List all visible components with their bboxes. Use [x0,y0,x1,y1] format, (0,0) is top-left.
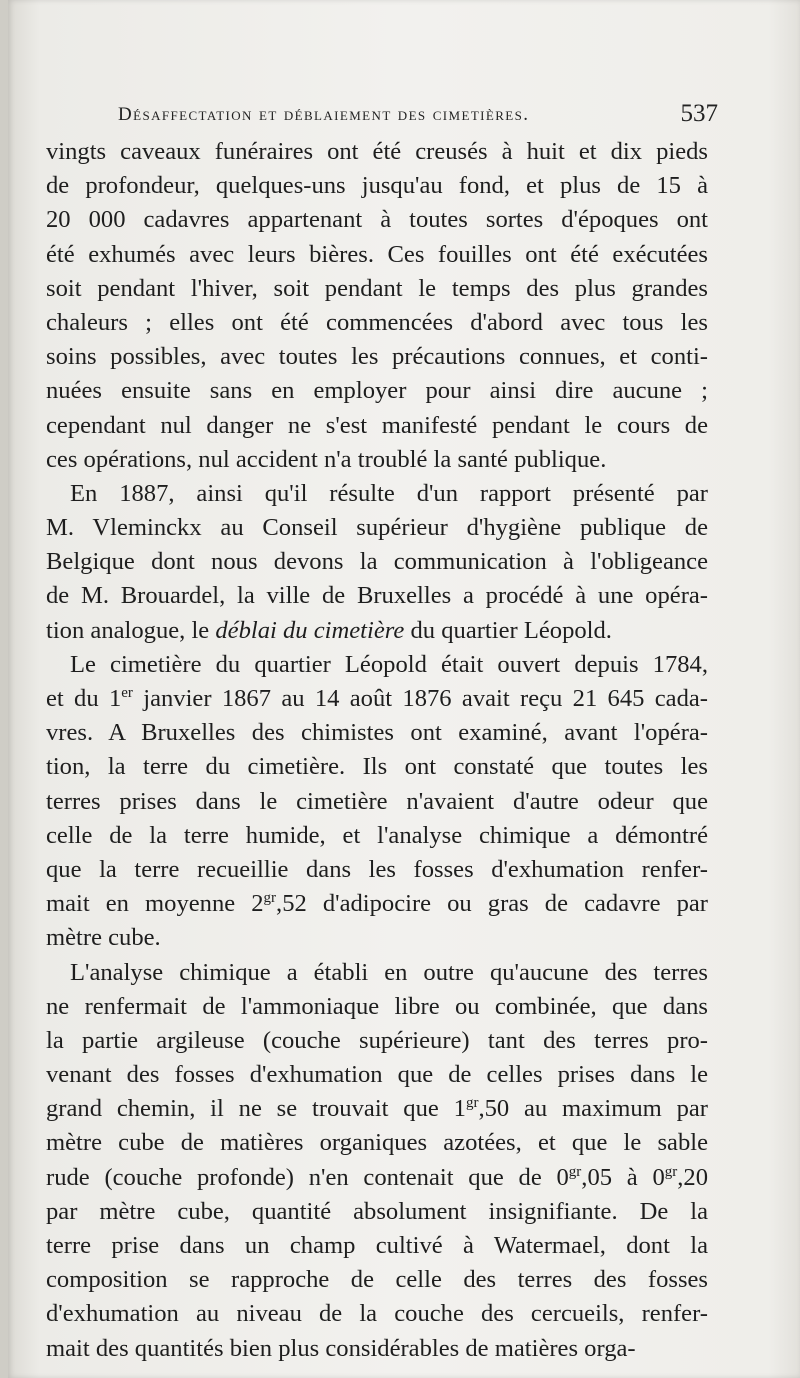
text-fragment: ,52 d'adipocire ou gras de cadavre par [276,890,708,918]
text-line: mètre cube de matières organiques azotées, et que le sable [46,1129,708,1157]
text-fragment: mait en moyenne 2 [46,890,264,918]
text-line: terre prise dans un champ cultivé à Watermael, dont la [46,1232,708,1259]
text-line: mètre cube. [46,924,161,952]
text-fragment: et du 1 [46,685,122,712]
superscript: gr [263,890,277,907]
text-line [46,1161,708,1195]
text-line: En 1887, ainsi qu'il résulte d'un rapport présenté par [70,479,708,507]
text-line: de profondeur, quelques-uns jusqu'au fond, et plus de 15 à [46,172,708,200]
text-line: celle de la terre humide, et l'analyse chimique a démontré [46,821,708,849]
text-fragment: grand chemin, il ne se trouvait que 1 [46,1095,466,1123]
text-line: que la terre recueillie dans les fosses d'exhumation renfer- [46,855,708,883]
text-line: Belgique dont nous devons la communication à l'obligeance [46,548,708,576]
paragraph [46,648,708,956]
text-line: d'exhumation au niveau de la couche des cercueils, renfer- [46,1300,708,1328]
page-header [118,100,718,134]
superscript: gr [465,1095,479,1112]
superscript: gr [664,1163,678,1180]
text-fragment: ,50 au maximum par [478,1095,708,1123]
text-line: Le cimetière du quartier Léopold était ouvert depuis 1784, [70,650,708,678]
text-line: soins possibles, avec toutes les précautions connues, et conti- [46,343,708,371]
text-line: ces opérations, nul accident n'a troublé la santé publique. [46,445,607,473]
text-line: ne renfermait de l'ammoniaque libre ou combinée, que dans [46,992,708,1020]
text-line: nuées ensuite sans en employer pour ainsi dire aucune ; [46,377,708,405]
text-line: vingts caveaux funéraires ont été creusés à huit et dix pieds [46,138,708,165]
text-line [46,682,708,716]
paragraph [46,477,708,648]
body-text [46,135,708,1366]
running-title: Désaffectation et déblaiement des cimetières. [118,104,530,125]
text-line: soit pendant l'hiver, soit pendant le temps des plus grandes [46,274,708,302]
text-line: L'analyse chimique a établi en outre qu'aucune des terres [70,958,708,986]
superscript: er [121,685,133,701]
page-number: 537 [680,100,718,127]
text-fragment: ,20 [677,1163,708,1191]
text-line: terres prises dans le cimetière n'avaient d'autre odeur que [46,787,708,815]
text-line [46,614,708,648]
text-line: M. Vleminckx au Conseil supérieur d'hygiène publique de [46,514,708,542]
text-fragment: tion analogue, le [46,616,216,644]
text-line: été exhumés avec leurs bières. Ces fouilles ont été exécutées [46,240,708,268]
text-line: chaleurs ; elles ont été commencées d'abord avec tous les [46,308,708,336]
text-line: mait des quantités bien plus considérables de matières orga- [46,1334,636,1362]
italic-term: déblai du cimetière [215,616,405,644]
text-line: venant des fosses d'exhumation que de celles prises dans le [46,1061,708,1089]
text-line [46,887,708,921]
superscript: gr [568,1163,582,1180]
text-line: cependant nul danger ne s'est manifesté pendant le cours de [46,411,708,439]
text-line: tion, la terre du cimetière. Ils ont constaté que toutes les [46,753,708,781]
book-page [8,0,800,1378]
text-line: composition se rapproche de celle des terres des fosses [46,1266,708,1294]
text-line: 20 000 cadavres appartenant à toutes sortes d'époques ont [46,206,708,234]
text-fragment: janvier 1867 au 14 août 1876 avait reçu 21 645 cada- [132,685,708,712]
text-line [46,1092,708,1126]
text-fragment: rude (couche profonde) n'en contenait que de 0 [46,1163,569,1191]
text-line: la partie argileuse (couche supérieure) tant des terres pro- [46,1026,708,1054]
text-line: par mètre cube, quantité absolument insignifiante. De la [46,1197,708,1225]
paragraph [46,135,708,477]
text-line: de M. Brouardel, la ville de Bruxelles a procédé à une opéra- [46,582,708,610]
paragraph [46,956,708,1366]
text-fragment: du quartier Léopold. [404,616,612,644]
text-fragment: ,05 à 0 [581,1163,665,1191]
text-line: vres. A Bruxelles des chimistes ont examiné, avant l'opéra- [46,719,708,747]
